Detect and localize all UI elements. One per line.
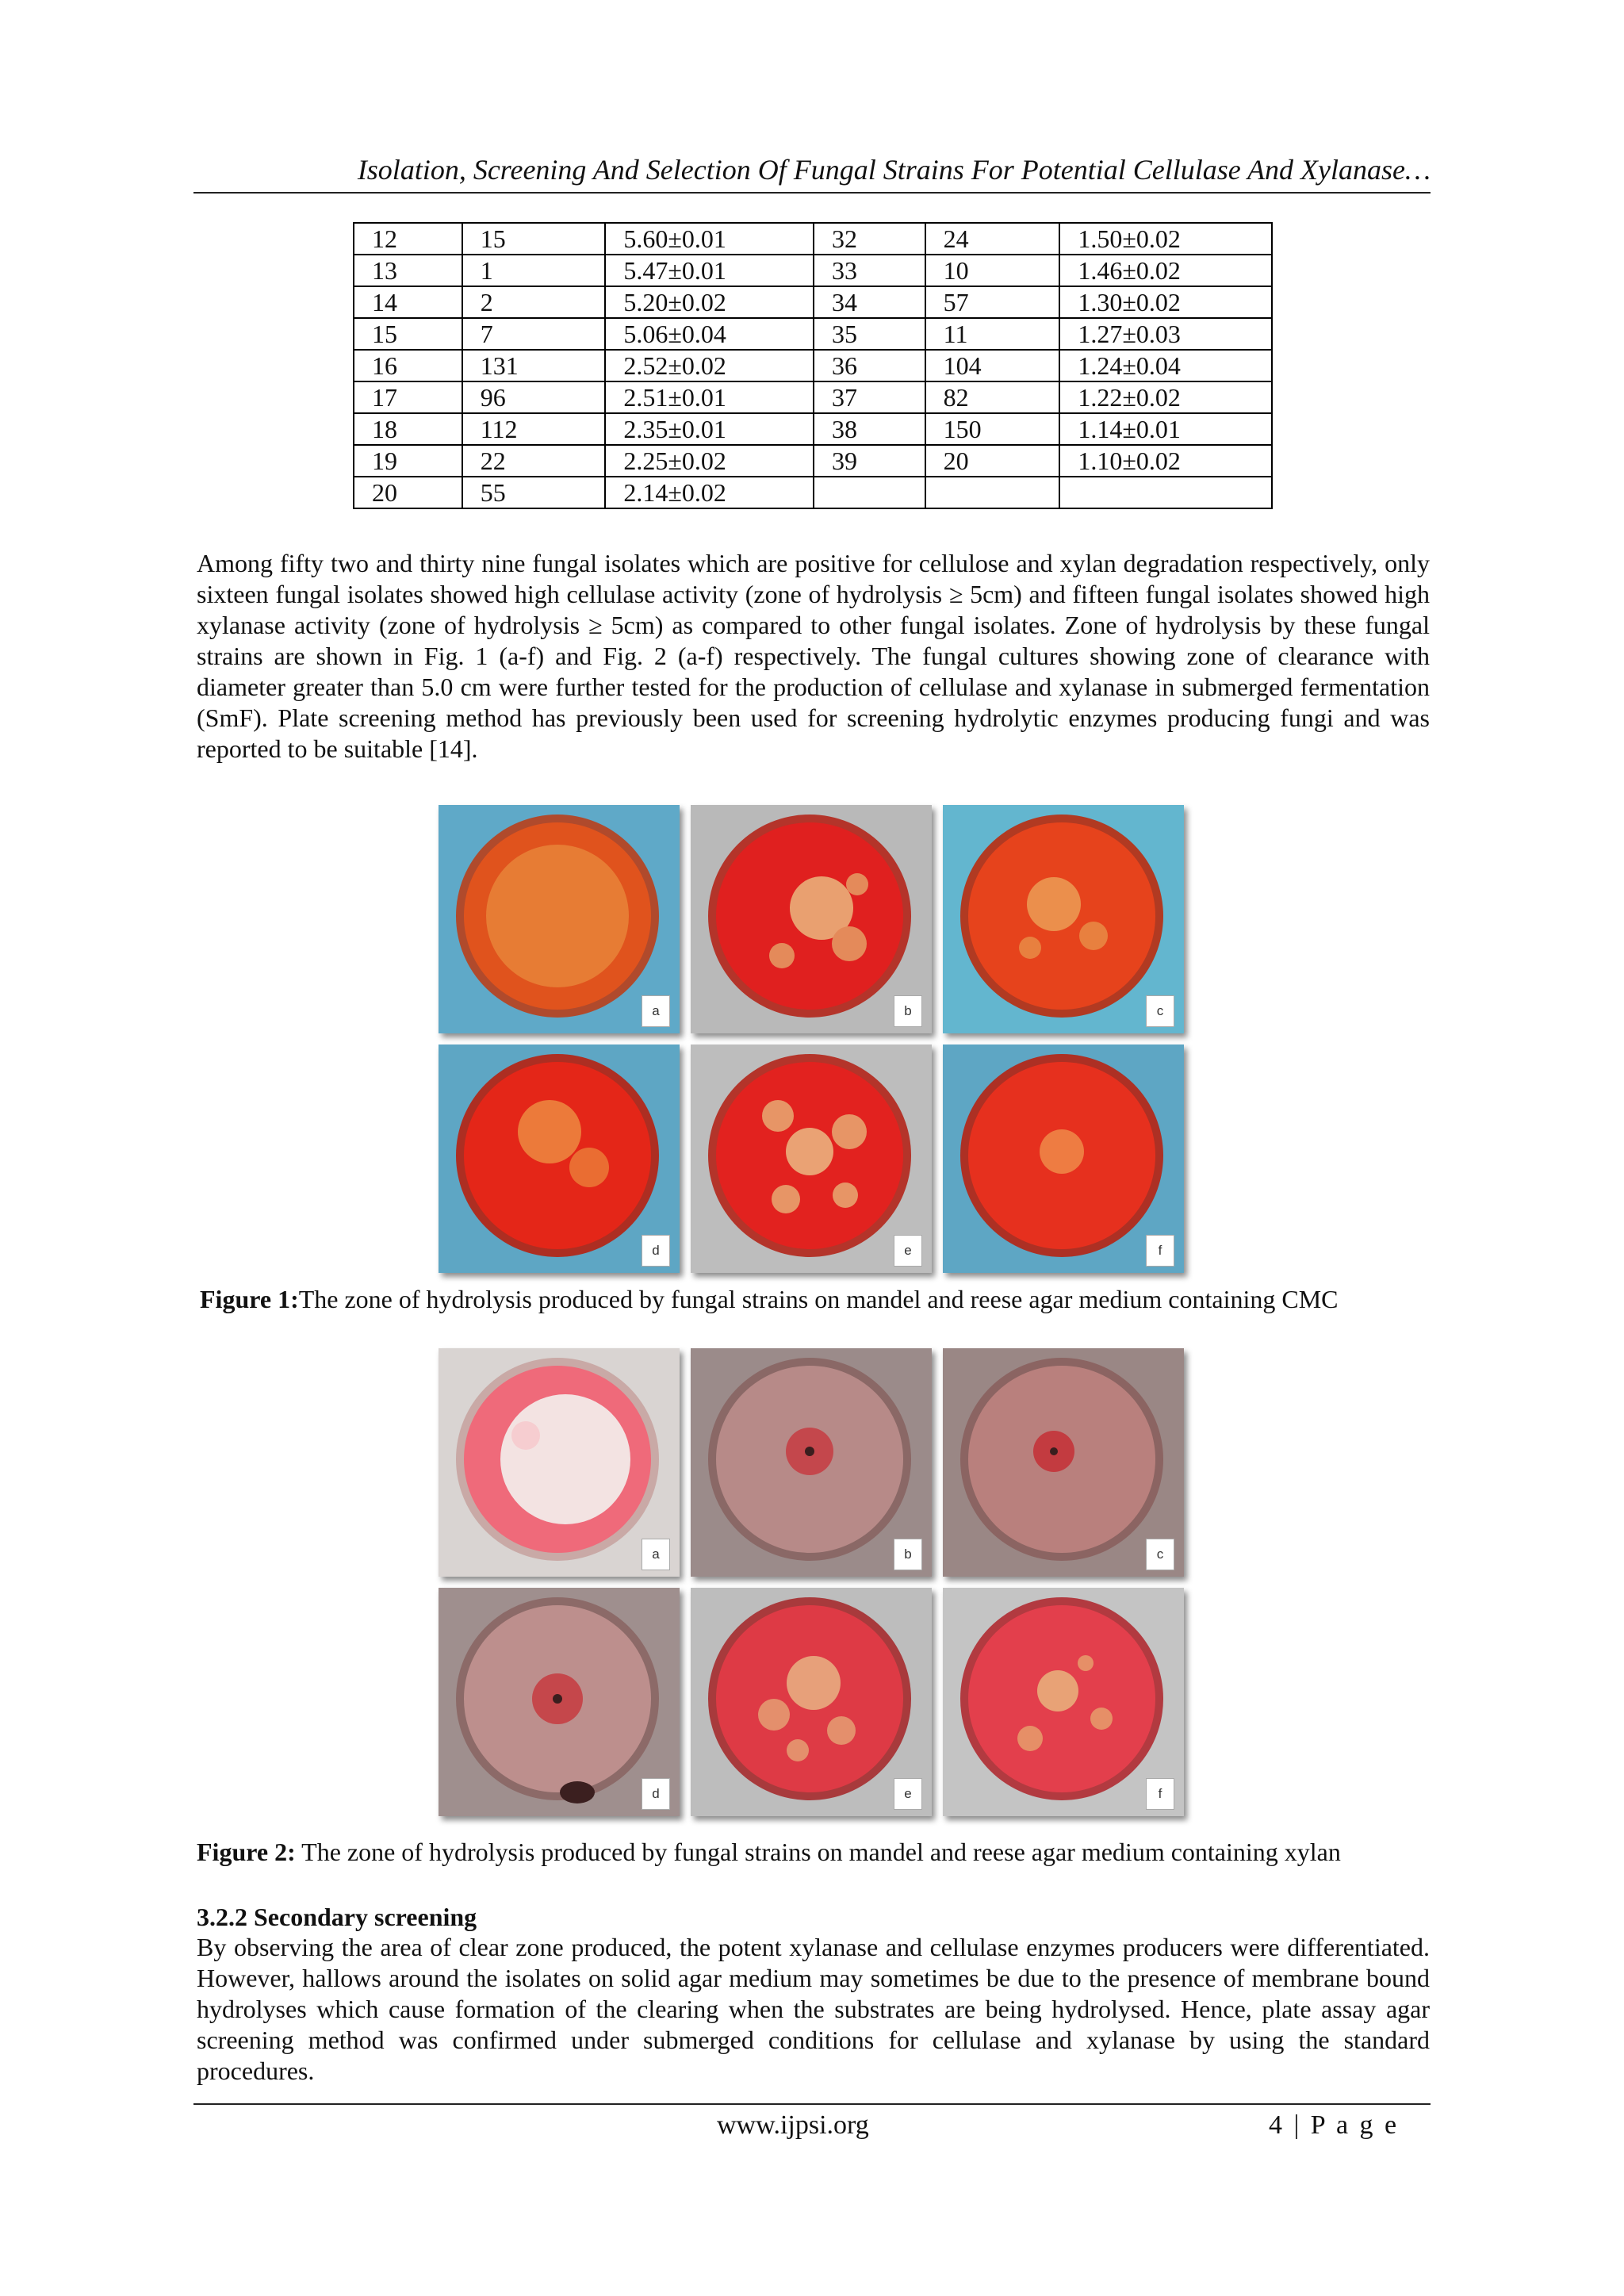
figure-2-caption-label: Figure 2:	[197, 1838, 296, 1866]
figure-2-panel-c	[943, 1348, 1184, 1577]
footer-website-link[interactable]: www.ijpsi.org	[717, 2110, 869, 2140]
panel-label: f	[1146, 1235, 1174, 1267]
table-row	[354, 350, 1272, 381]
table-cell: 13	[354, 255, 462, 286]
figure-2-panel-a	[439, 1348, 680, 1577]
table-cell: 33	[814, 255, 925, 286]
table-cell: 2.52±0.02	[605, 350, 814, 381]
table-cell: 15	[354, 318, 462, 350]
table-cell: 2.35±0.01	[605, 413, 814, 445]
screening-results-table	[353, 222, 1273, 509]
table-cell: 17	[354, 381, 462, 413]
table-cell: 10	[925, 255, 1060, 286]
table-cell: 96	[462, 381, 606, 413]
figure-2-panel-d	[439, 1588, 680, 1816]
panel-label: c	[1146, 995, 1174, 1027]
table-cell: 150	[925, 413, 1060, 445]
table-cell: 1.22±0.02	[1059, 381, 1272, 413]
panel-label: b	[894, 995, 922, 1027]
figure-1-panel-e	[691, 1045, 932, 1273]
table-row	[354, 223, 1272, 255]
table-cell: 1.24±0.04	[1059, 350, 1272, 381]
table-cell: 1.10±0.02	[1059, 445, 1272, 477]
table-row	[354, 318, 1272, 350]
panel-label: f	[1146, 1778, 1174, 1810]
table-cell: 39	[814, 445, 925, 477]
table-cell: 104	[925, 350, 1060, 381]
footer-page-number: 4 | P a g e	[1269, 2110, 1400, 2140]
panel-label: e	[894, 1235, 922, 1267]
table-cell: 1	[462, 255, 606, 286]
figure-1-caption	[200, 1283, 1339, 1315]
table-cell: 1.50±0.02	[1059, 223, 1272, 255]
figure-1-panel-a	[439, 805, 680, 1033]
panel-label: a	[642, 1539, 670, 1570]
table-row	[354, 477, 1272, 508]
figure-2-plate-grid	[439, 1348, 1184, 1816]
table-cell: 7	[462, 318, 606, 350]
figure-2-panel-f	[943, 1588, 1184, 1816]
table-cell: 82	[925, 381, 1060, 413]
table-row	[354, 381, 1272, 413]
figure-1-caption-label: Figure 1:	[200, 1285, 299, 1313]
figure-1-panel-b	[691, 805, 932, 1033]
table-cell: 37	[814, 381, 925, 413]
table-row	[354, 445, 1272, 477]
header-divider	[193, 192, 1431, 194]
table-cell: 1.46±0.02	[1059, 255, 1272, 286]
table-cell	[925, 477, 1060, 508]
table-cell: 2.14±0.02	[605, 477, 814, 508]
table-cell: 35	[814, 318, 925, 350]
table-row	[354, 413, 1272, 445]
table-cell: 38	[814, 413, 925, 445]
table-cell: 131	[462, 350, 606, 381]
table-cell: 14	[354, 286, 462, 318]
table-cell: 20	[925, 445, 1060, 477]
table-cell: 2	[462, 286, 606, 318]
panel-label: e	[894, 1778, 922, 1810]
table-cell: 24	[925, 223, 1060, 255]
footer-divider	[193, 2103, 1431, 2105]
table-cell: 5.47±0.01	[605, 255, 814, 286]
figure-2-caption	[197, 1836, 1341, 1868]
table-cell: 112	[462, 413, 606, 445]
table-cell: 36	[814, 350, 925, 381]
table-cell: 1.30±0.02	[1059, 286, 1272, 318]
panel-label: c	[1146, 1539, 1174, 1570]
table-cell: 18	[354, 413, 462, 445]
figure-1-panel-c	[943, 805, 1184, 1033]
table-cell: 1.27±0.03	[1059, 318, 1272, 350]
table-cell: 55	[462, 477, 606, 508]
table-cell: 57	[925, 286, 1060, 318]
table-cell: 2.51±0.01	[605, 381, 814, 413]
table-cell: 5.60±0.01	[605, 223, 814, 255]
running-header-title: Isolation, Screening And Selection Of Fungal Strains For Potential Cellulase And Xylanase…	[357, 154, 1431, 186]
table-cell: 2.25±0.02	[605, 445, 814, 477]
figure-2-panel-b	[691, 1348, 932, 1577]
paragraph-plate-screening: Among fifty two and thirty nine fungal isolates which are positive for cellulose and xylan degradation respectively, only sixteen fungal isolates showed high cellulase activity (zone of hydrolysis ≥ 5cm) and fifteen fungal isolates showed high xylanase activity (zone of hydrolysis ≥ 5cm) as compared to other fungal isolates. Zone of hydrolysis by these fungal strains are shown in Fig. 1 (a-f) and Fig. 2 (a-f) respectively. The fungal cultures showing zone of clearance with diameter greater than 5.0 cm were further tested for the production of cellulase and xylanase in submerged fermentation (SmF). Plate screening method has previously been used for screening hydrolytic enzymes producing fungi and was reported to be suitable [14].	[197, 549, 1430, 763]
figure-1-plate-grid	[439, 805, 1184, 1273]
figure-1-caption-text: The zone of hydrolysis produced by fungal strains on mandel and reese agar medium containing CMC	[298, 1285, 1339, 1313]
table-cell: 11	[925, 318, 1060, 350]
panel-label: d	[642, 1235, 670, 1267]
table-cell: 5.06±0.04	[605, 318, 814, 350]
paragraph-secondary-screening: By observing the area of clear zone produced, the potent xylanase and cellulase enzymes producers were differentiated. However, hallows around the isolates on solid agar medium may sometimes be due to the presence of membrane bound hydrolyses which cause formation of the clearing when the substrates are being hydrolysed. Hence, plate assay agar screening method was confirmed under submerged conditions for cellulase and xylanase by using the standard procedures.	[197, 1933, 1430, 2085]
panel-label: d	[642, 1778, 670, 1810]
figure-1-panel-f	[943, 1045, 1184, 1273]
table-cell: 16	[354, 350, 462, 381]
table-cell	[1059, 477, 1272, 508]
table-cell: 19	[354, 445, 462, 477]
figure-2-caption-text: The zone of hydrolysis produced by fungal strains on mandel and reese agar medium containing xylan	[295, 1838, 1341, 1866]
figure-2-panel-e	[691, 1588, 932, 1816]
table-cell: 5.20±0.02	[605, 286, 814, 318]
table-row	[354, 255, 1272, 286]
figure-1-panel-d	[439, 1045, 680, 1273]
panel-label: b	[894, 1539, 922, 1570]
table-cell: 15	[462, 223, 606, 255]
table-row	[354, 286, 1272, 318]
section-heading-secondary-screening: 3.2.2 Secondary screening	[197, 1903, 477, 1931]
table-cell: 1.14±0.01	[1059, 413, 1272, 445]
table-cell: 32	[814, 223, 925, 255]
table-cell: 34	[814, 286, 925, 318]
table-cell	[814, 477, 925, 508]
table-cell: 22	[462, 445, 606, 477]
panel-label: a	[642, 995, 670, 1027]
table-cell: 12	[354, 223, 462, 255]
table-cell: 20	[354, 477, 462, 508]
